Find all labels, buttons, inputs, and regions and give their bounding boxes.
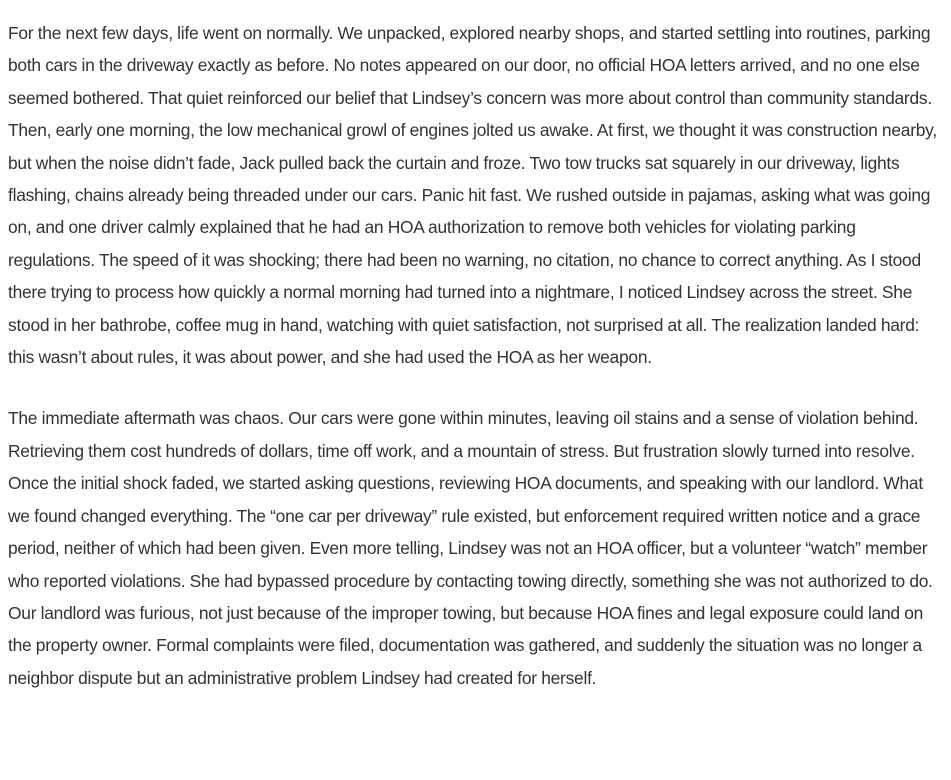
paragraph-aftermath: The immediate aftermath was chaos. Our cars were gone within minutes, leaving oil stains and a sense of violation behind. Retrieving them cost hundreds of dollars, time off work, and a mountain of stress. But frustration slowly turned into resolve. Once the initial shock faded, we started asking questions, reviewing HOA documents, and speaking with our landlord. What we found changed everything. The “one car per driveway” rule existed, but enforcement required written notice and a grace period, neither of which had been given. Even more telling, Lindsey was not an HOA officer, but a volunteer “watch” member who reported violations. She had bypassed procedure by contacting towing directly, something she was not authorized to do. Our landlord was furious, not just because of the improper towing, but because HOA fines and legal exposure could land on the property owner. Formal complaints were filed, documentation was gathered, and suddenly the situation was no longer a neighbor dispute but an administrative problem Lindsey had created for herself. [8, 408, 933, 688]
paragraph-tow-morning: For the next few days, life went on normally. We unpacked, explored nearby shops, and started settling into routines, parking both cars in the driveway exactly as before. No notes appeared on our door, no official HOA letters arrived, and no one else seemed bothered. That quiet reinforced our belief that Lindsey’s concern was more about control than community standards. Then, early one morning, the low mechanical growl of engines jolted us awake. At first, we thought it was construction nearby, but when the noise didn’t fade, Jack pulled back the curtain and froze. Two tow trucks sat squarely in our driveway, lights flashing, chains already being threaded under our cars. Panic hit fast. We rushed outside in pajamas, asking what was going on, and one driver calmly explained that he had an HOA authorization to remove both vehicles for violating parking regulations. The speed of it was shocking; there had been no warning, no citation, no chance to correct anything. As I stood there trying to process how quickly a normal morning had turned into a nightmare, I noticed Lindsey across the street. She stood in her bathrobe, coffee mug in hand, watching with quiet satisfaction, not surprised at all. The realization landed hard: this wasn’t about rules, it was about power, and she had used the HOA as her weapon. [8, 23, 937, 368]
